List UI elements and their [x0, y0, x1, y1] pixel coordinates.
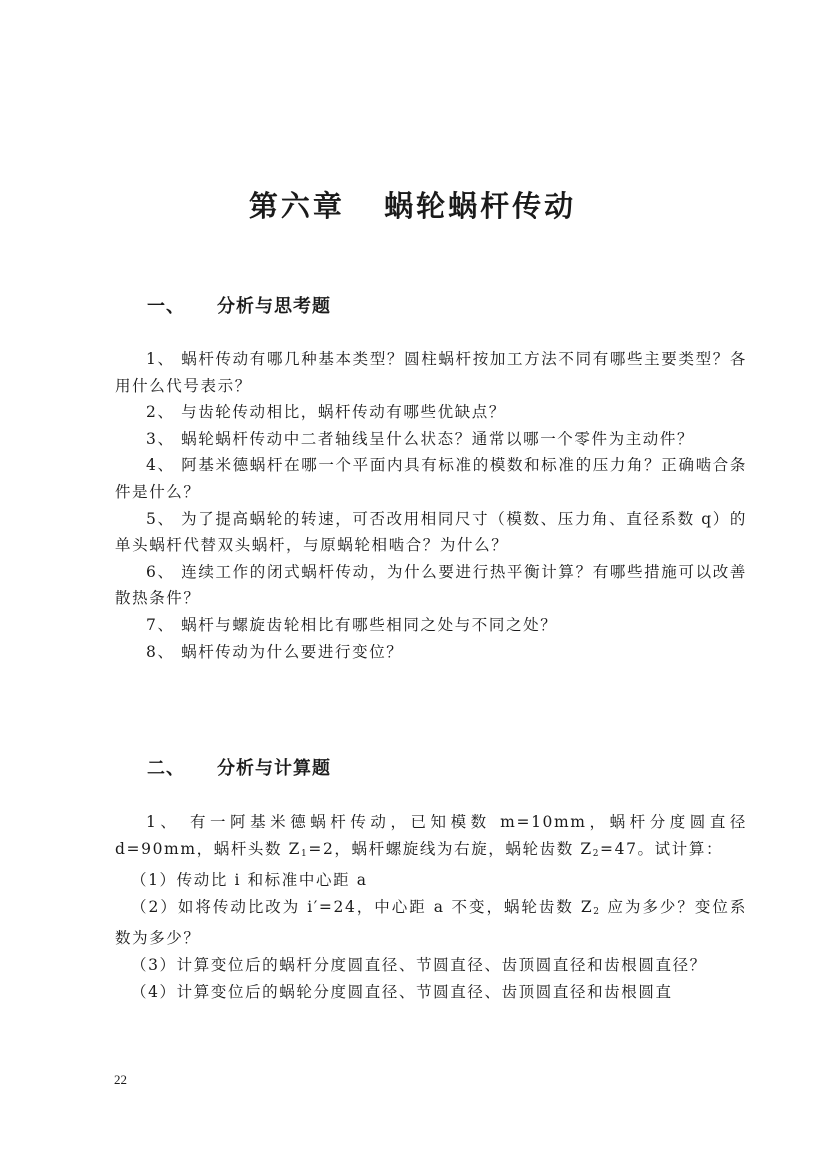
- section-title: 分析与计算题: [217, 758, 331, 779]
- sub-question-4: （4）计算变位后的蜗轮分度圆直径、节圆直径、齿顶圆直径和齿根圆直: [131, 982, 673, 1001]
- question-item: 6、 连续工作的闭式蜗杆传动，为什么要进行热平衡计算？有哪些措施可以改善散热条件？: [115, 562, 747, 608]
- question-item: 8、 蜗杆传动为什么要进行变位？: [146, 642, 404, 661]
- section-number: 一、: [147, 296, 185, 317]
- question-item: 1、 蜗杆传动有哪几种基本类型？圆柱蜗杆按加工方法不同有哪些主要类型？各用什么代号表示？: [115, 350, 747, 395]
- sub-question-2: （2）如将传动比改为 i′=24，中心距 a 不变，蜗轮齿数 $Z_2$ 应为多少？变位系数为多少？: [115, 897, 748, 948]
- problem-statement: 1、 有一阿基米德蜗杆传动，已知模数 m=10mm，蜗杆分度圆直径 d=90mm，蜗杆头数 $Z_1=2$，蜗杆螺旋线为右旋，蜗轮齿数 $Z_2=47$。试计算：: [115, 813, 747, 859]
- section-number: 二、: [147, 758, 185, 779]
- section-heading-2: [147, 754, 331, 780]
- sub-question-3: （3）计算变位后的蜗杆分度圆直径、节圆直径、齿顶圆直径和齿根圆直径？: [131, 955, 707, 974]
- section-heading-1: [147, 292, 331, 318]
- sub-question-1: （1）传动比 i 和标准中心距 a: [131, 871, 368, 890]
- chapter-title: 第六章 蜗轮蜗杆传动: [248, 189, 577, 223]
- question-item: 5、 为了提高蜗轮的转速，可否改用相同尺寸（模数、压力角、直径系数 q）的单头蜗杆代替双头蜗杆，与原蜗轮相啮合？为什么？: [115, 509, 747, 555]
- calculation-problem: [115, 809, 747, 1005]
- section-title: 分析与思考题: [217, 296, 331, 317]
- question-item: 3、 蜗轮蜗杆传动中二者轴线呈什么状态？通常以哪一个零件为主动件？: [146, 429, 695, 448]
- question-item: 2、 与齿轮传动相比，蜗杆传动有哪些优缺点？: [146, 403, 506, 422]
- question-item: 4、 阿基米德蜗杆在哪一个平面内具有标准的模数和标准的压力角？正确啮合条件是什么？: [115, 456, 747, 501]
- question-list: [115, 346, 747, 665]
- page-number: 22: [114, 1072, 127, 1087]
- question-item: 7、 蜗杆与螺旋齿轮相比有哪些相同之处与不同之处？: [146, 615, 558, 634]
